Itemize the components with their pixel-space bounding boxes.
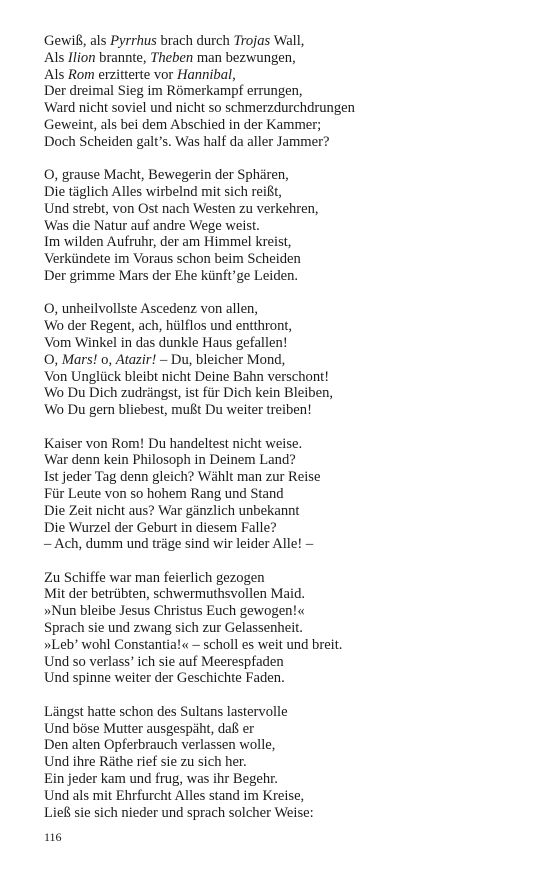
verse-line	[44, 83, 524, 100]
verse-line	[44, 117, 524, 134]
verse-text: brannte,	[95, 49, 151, 66]
verse-line	[44, 670, 524, 687]
verse-text: Geweint, als bei dem Abschied in der Kammer;	[44, 116, 322, 133]
verse-line	[44, 201, 524, 218]
stanza	[44, 33, 524, 151]
verse-line	[44, 33, 524, 50]
verse-text: erzitterte vor	[94, 66, 177, 83]
verse-text: Und als mit Ehrfurcht Alles stand im Kreise,	[44, 787, 305, 804]
verse-text: Wo Du gern bliebest, mußt Du weiter treiben!	[44, 402, 312, 419]
verse-text: Die täglich Alles wirbelnd mit sich reißt,	[44, 183, 282, 200]
verse-line	[44, 570, 524, 587]
verse-line	[44, 335, 524, 352]
verse-text: Ward nicht soviel und nicht so schmerzdurchdrungen	[44, 100, 355, 117]
stanza	[44, 436, 524, 554]
verse-text: »Nun bleibe Jesus Christus Euch gewogen!«	[44, 603, 305, 620]
verse-line	[44, 737, 524, 754]
verse-line	[44, 520, 524, 537]
poem-text	[44, 33, 524, 838]
page-number: 116	[44, 830, 62, 844]
verse-text: – Ach, dumm und träge sind wir leider Alle! –	[44, 536, 314, 553]
verse-text: Und böse Mutter ausgespäht, daß er	[44, 720, 254, 737]
verse-text: Verkündete im Voraus schon beim Scheiden	[44, 251, 301, 268]
italic-name: Rom	[67, 66, 95, 83]
verse-line	[44, 385, 524, 402]
verse-text: Zu Schiffe war man feierlich gezogen	[44, 569, 265, 586]
verse-line	[44, 586, 524, 603]
verse-line	[44, 452, 524, 469]
verse-line	[44, 318, 524, 335]
verse-text: Und spinne weiter der Geschichte Faden.	[44, 670, 285, 687]
verse-text: Doch Scheiden galt’s. Was half da aller Jammer?	[44, 133, 330, 150]
italic-name: Ilion	[67, 49, 96, 66]
verse-text: Wo Du Dich zudrängst, ist für Dich kein Bleiben,	[44, 385, 334, 402]
verse-line	[44, 251, 524, 268]
stanza	[44, 570, 524, 688]
verse-text: War denn kein Philosoph in Deinem Land?	[44, 452, 296, 469]
stanza	[44, 301, 524, 419]
verse-line	[44, 620, 524, 637]
verse-line	[44, 67, 524, 84]
verse-text: Als	[44, 49, 68, 66]
verse-line	[44, 805, 524, 822]
verse-text: Der dreimal Sieg im Römerkampf errungen,	[44, 83, 303, 100]
verse-text: O,	[44, 351, 62, 368]
verse-text: O, unheilvollste Ascedenz von allen,	[44, 301, 258, 318]
verse-line	[44, 50, 524, 67]
verse-text: Und so verlass’ ich sie auf Meerespfaden	[44, 653, 284, 670]
verse-text: – Du, bleicher Mond,	[156, 351, 286, 368]
verse-line	[44, 503, 524, 520]
verse-line	[44, 637, 524, 654]
verse-text: O, grause Macht, Bewegerin der Sphären,	[44, 167, 289, 184]
verse-text: man bezwungen,	[193, 49, 296, 66]
verse-text: Und ihre Räthe rief sie zu sich her.	[44, 754, 247, 771]
verse-line	[44, 603, 524, 620]
verse-text: Längst hatte schon des Sultans lastervolle	[44, 703, 288, 720]
verse-text: Gewiß, als	[44, 33, 111, 49]
italic-name: Trojas	[233, 33, 271, 49]
verse-line	[44, 704, 524, 721]
verse-text: Den alten Opferbrauch verlassen wolle,	[44, 737, 276, 754]
italic-name: Theben	[150, 49, 194, 66]
verse-text: Wall,	[270, 33, 305, 49]
verse-text: Ein jeder kam und frug, was ihr Begehr.	[44, 771, 278, 788]
verse-text: Und strebt, von Ost nach Westen zu verkehren,	[44, 200, 319, 217]
verse-text: brach durch	[156, 33, 234, 49]
verse-text: Von Unglück bleibt nicht Deine Bahn verschont!	[44, 368, 330, 385]
verse-text: Die Zeit nicht aus? War gänzlich unbekannt	[44, 502, 300, 519]
verse-text: Vom Winkel in das dunkle Haus gefallen!	[44, 334, 288, 351]
verse-line	[44, 402, 524, 419]
verse-line	[44, 654, 524, 671]
verse-text: Der grimme Mars der Ehe künft’ge Leiden.	[44, 267, 299, 284]
italic-name: Pyrrhus	[110, 33, 157, 49]
verse-text: Sprach sie und zwang sich zur Gelassenheit.	[44, 620, 303, 637]
verse-line	[44, 134, 524, 151]
verse-text: »Leb’ wohl Constantia!« – scholl es weit und breit.	[44, 636, 343, 653]
verse-text: Wo der Regent, ach, hülflos und entthront,	[44, 318, 293, 335]
verse-line	[44, 788, 524, 805]
verse-line	[44, 754, 524, 771]
verse-line	[44, 167, 524, 184]
verse-text: Was die Natur auf andre Wege weist.	[44, 217, 260, 234]
verse-line	[44, 486, 524, 503]
verse-line	[44, 100, 524, 117]
verse-text: Als	[44, 66, 68, 83]
verse-text: Im wilden Aufruhr, der am Himmel kreist,	[44, 234, 292, 251]
verse-line	[44, 536, 524, 553]
verse-line	[44, 352, 524, 369]
verse-line	[44, 369, 524, 386]
verse-line	[44, 301, 524, 318]
stanza	[44, 167, 524, 285]
verse-text: Die Wurzel der Geburt in diesem Falle?	[44, 519, 277, 536]
verse-line	[44, 268, 524, 285]
italic-name: Hannibal,	[176, 66, 236, 83]
italic-name: Atazir!	[115, 351, 157, 368]
verse-text: Mit der betrübten, schwermuthsvollen Maid.	[44, 586, 306, 603]
verse-line	[44, 234, 524, 251]
verse-text: Für Leute von so hohem Rang und Stand	[44, 485, 284, 502]
verse-line	[44, 184, 524, 201]
verse-text: Ist jeder Tag denn gleich? Wählt man zur Reise	[44, 469, 321, 486]
verse-line	[44, 721, 524, 738]
italic-name: Mars!	[61, 351, 98, 368]
verse-text: Ließ sie sich nieder und sprach solcher Weise:	[44, 804, 314, 821]
stanza	[44, 704, 524, 822]
verse-text: o,	[97, 351, 116, 368]
verse-line	[44, 218, 524, 235]
verse-line	[44, 771, 524, 788]
verse-line	[44, 436, 524, 453]
verse-text: Kaiser von Rom! Du handeltest nicht weise.	[44, 435, 303, 452]
verse-line	[44, 469, 524, 486]
